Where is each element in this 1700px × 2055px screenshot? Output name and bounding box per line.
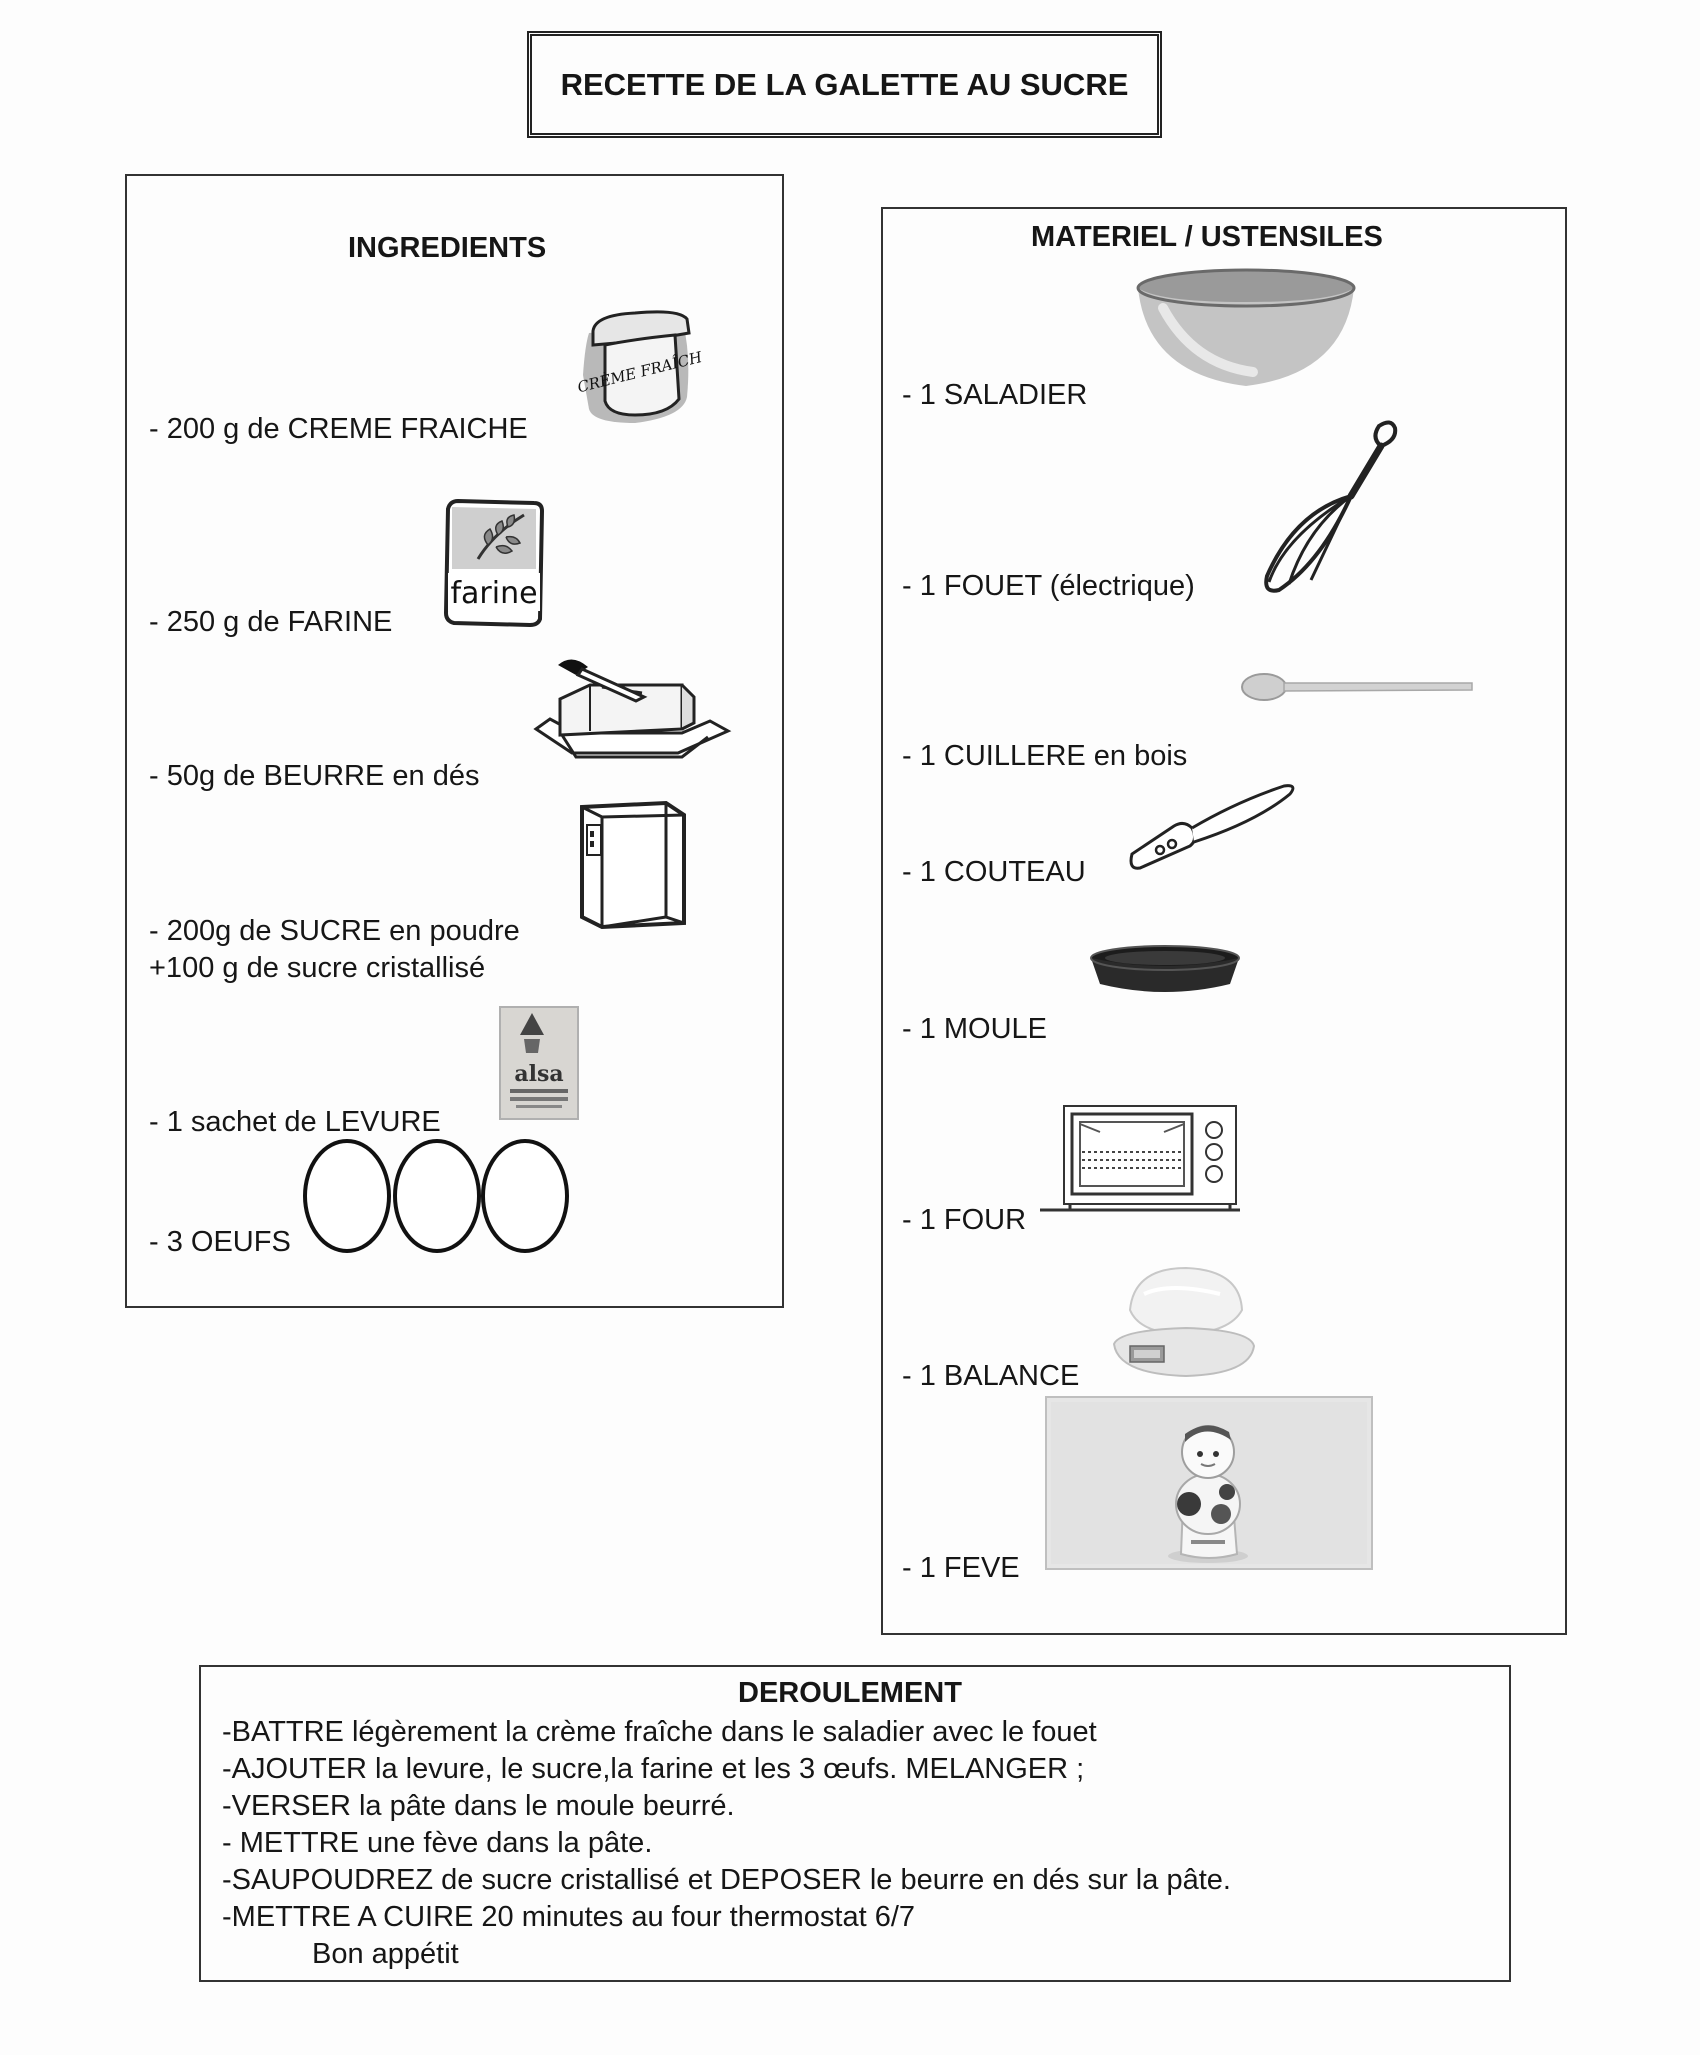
ingredient-item: - 50g de BEURRE en dés	[149, 760, 480, 792]
materiel-item: - 1 FEVE	[902, 1552, 1020, 1584]
creme-fraiche-label: CRÈME FRAÎCH	[575, 347, 704, 397]
step-line: - METTRE une fève dans la pâte.	[222, 1827, 653, 1859]
oven-icon	[1040, 1102, 1240, 1216]
step-line: -METTRE A CUIRE 20 minutes au four thermostat 6/7	[222, 1901, 916, 1933]
recipe-title: RECETTE DE LA GALETTE AU SUCRE	[560, 66, 1129, 102]
materiel-item: - 1 CUILLERE en bois	[902, 740, 1188, 772]
ingredient-item: - 200g de SUCRE en poudre	[149, 915, 520, 947]
wooden-spoon-icon	[1240, 668, 1474, 706]
closing-line: Bon appétit	[312, 1938, 459, 1970]
bowl-icon	[1133, 268, 1359, 396]
ingredients-heading: INGREDIENTS	[348, 232, 547, 264]
materiel-item: - 1 FOUET (électrique)	[902, 570, 1195, 602]
recipe-title-box	[527, 31, 1162, 138]
materiel-item: - 1 SALADIER	[902, 379, 1088, 411]
ingredient-item: - 250 g de FARINE	[149, 606, 393, 638]
yeast-sachet-icon	[498, 1005, 580, 1121]
step-line: -VERSER la pâte dans le moule beurré.	[222, 1790, 735, 1822]
materiel-item: - 1 COUTEAU	[902, 856, 1086, 888]
eggs-icon	[301, 1138, 573, 1256]
creme-fraiche-pot-icon	[575, 305, 704, 433]
kitchen-scale-icon	[1110, 1264, 1256, 1380]
sugar-box-icon	[576, 797, 688, 931]
cake-mould-icon	[1088, 944, 1242, 998]
materiel-item: - 1 MOULE	[902, 1013, 1048, 1045]
ingredient-item: - 200 g de CREME FRAICHE	[149, 413, 528, 445]
materiel-item: - 1 FOUR	[902, 1204, 1027, 1236]
ingredient-item: - 3 OEUFS	[149, 1226, 291, 1258]
step-line: -AJOUTER la levure, le sucre,la farine et les 3 œufs. MELANGER ;	[222, 1753, 1085, 1785]
step-line: -SAUPOUDREZ de sucre cristallisé et DEPOSER le beurre en dés sur la pâte.	[222, 1864, 1231, 1896]
yeast-sachet-label: alsa	[514, 1061, 564, 1087]
materiel-heading: MATERIEL / USTENSILES	[1031, 221, 1383, 253]
materiel-item: - 1 BALANCE	[902, 1360, 1080, 1392]
knife-icon	[1126, 780, 1298, 876]
step-line: -BATTRE légèrement la crème fraîche dans le saladier avec le fouet	[222, 1716, 1097, 1748]
whisk-icon	[1255, 412, 1407, 596]
ingredient-item-extra: +100 g de sucre cristallisé	[149, 952, 486, 984]
flour-bag-icon	[438, 497, 550, 629]
deroulement-steps	[222, 1714, 1231, 1973]
ingredient-item: - 1 sachet de LEVURE	[149, 1106, 441, 1138]
flour-bag-label: farine	[450, 576, 538, 611]
feve-figurine-icon	[1045, 1396, 1373, 1570]
butter-dish-icon	[532, 653, 732, 775]
deroulement-heading: DEROULEMENT	[738, 1677, 962, 1709]
